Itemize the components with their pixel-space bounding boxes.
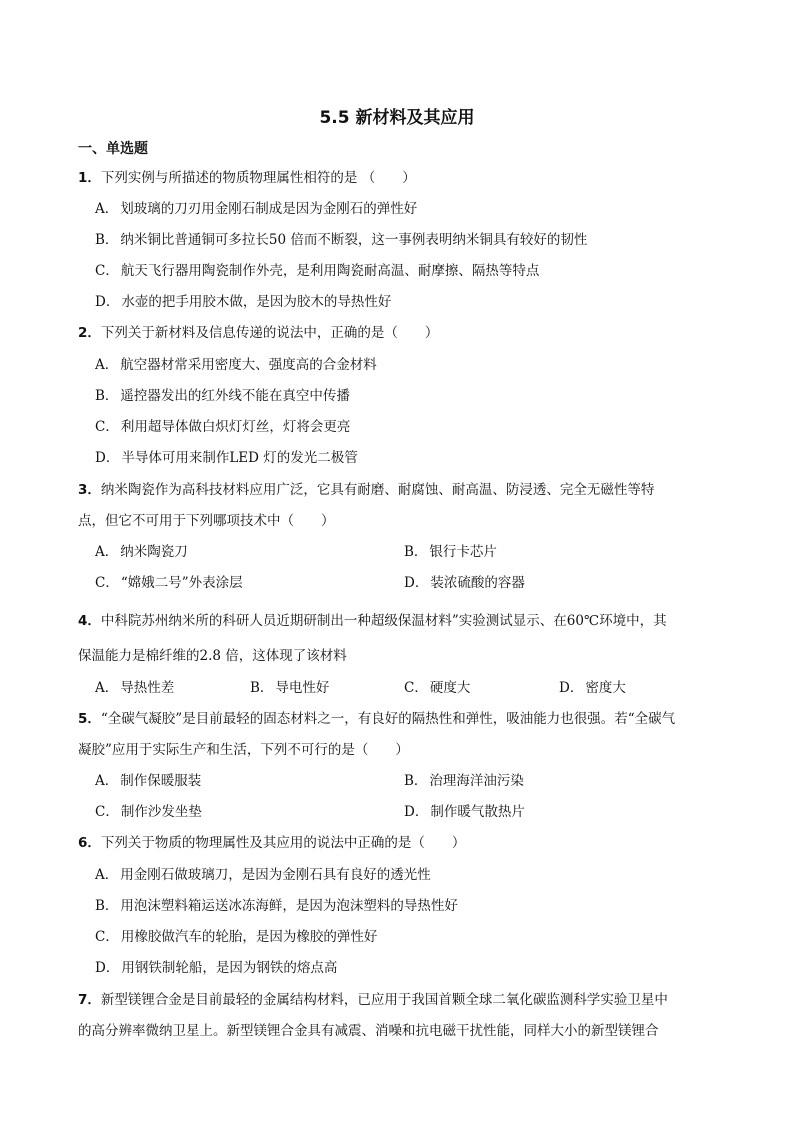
question-1-stem xyxy=(78,166,416,186)
option-label: C． xyxy=(95,263,119,279)
option-label: A． xyxy=(95,773,119,789)
question-text: 下列关于新材料及信息传递的说法中，正确的是（ ） xyxy=(100,325,439,341)
q2-option-c[interactable] xyxy=(95,415,350,435)
option-text: 遥控器发出的红外线不能在真空中传播 xyxy=(120,388,350,404)
q4-option-a[interactable] xyxy=(95,676,174,696)
q3-option-c[interactable] xyxy=(95,571,243,591)
question-number: 3． xyxy=(78,482,101,498)
option-text: “嫦娥二号”外表涂层 xyxy=(120,575,243,591)
option-text: 纳米铜比普通铜可多拉长50 倍而不断裂，这一事例表明纳米铜具有较好的韧性 xyxy=(120,232,588,248)
option-label: A． xyxy=(95,680,119,696)
q1-option-a[interactable] xyxy=(95,197,417,217)
option-label: A． xyxy=(95,201,119,217)
option-label: C． xyxy=(404,680,428,696)
q6-option-b[interactable] xyxy=(95,894,458,914)
question-number: 7． xyxy=(78,992,101,1008)
section-heading: 一、单选题 xyxy=(78,141,148,157)
q4-option-c[interactable] xyxy=(404,676,470,696)
q2-option-b[interactable] xyxy=(95,384,350,404)
question-6-stem xyxy=(78,831,465,851)
question-5-stem xyxy=(78,707,675,727)
q6-option-a[interactable] xyxy=(95,863,431,883)
q4-option-d[interactable] xyxy=(559,676,626,696)
q4-option-b[interactable] xyxy=(250,676,329,696)
option-text: 水壶的把手用胶木做，是因为胶木的导热性好 xyxy=(121,294,392,310)
option-text: 装浓硫酸的容器 xyxy=(430,575,525,591)
question-number: 2． xyxy=(78,325,101,341)
option-text: 治理海洋油污染 xyxy=(429,773,524,789)
q2-option-a[interactable] xyxy=(95,353,377,373)
q3-option-a[interactable] xyxy=(95,540,188,560)
option-label: B． xyxy=(95,232,119,248)
option-text: 半导体可用来制作LED 灯的发光二极管 xyxy=(121,450,358,466)
option-label: B． xyxy=(404,773,428,789)
q3-option-d[interactable] xyxy=(404,571,525,591)
option-text: 用钢铁制轮船，是因为钢铁的熔点高 xyxy=(121,960,338,976)
question-text: 新型镁锂合金是目前最轻的金属结构材料，已应用于我国首颗全球二氧化碳监测科学实验卫星中 xyxy=(100,992,668,1008)
question-number: 4． xyxy=(78,613,101,629)
page-title: 5.5 新材料及其应用 xyxy=(319,108,475,128)
option-text: 航天飞行器用陶瓷制作外壳，是利用陶瓷耐高温、耐摩擦、隔热等特点 xyxy=(120,263,540,279)
q5-option-b[interactable] xyxy=(404,769,524,789)
q6-option-c[interactable] xyxy=(95,925,377,945)
question-3-stem xyxy=(78,478,654,498)
question-text: 下列实例与所描述的物质物理属性相符的是 （ ） xyxy=(100,170,416,186)
question-number: 5． xyxy=(78,711,101,727)
q2-option-d[interactable] xyxy=(95,446,358,466)
option-label: D． xyxy=(559,680,584,696)
q5-option-c[interactable] xyxy=(95,800,202,820)
option-text: 航空器材常采用密度大、强度高的合金材料 xyxy=(120,357,377,373)
option-text: 银行卡芯片 xyxy=(429,544,497,560)
question-5-stem-cont: 凝胶”应用于实际生产和生活，下列不可行的是（ ） xyxy=(78,742,409,758)
option-label: D． xyxy=(404,804,429,820)
option-label: D． xyxy=(404,575,429,591)
q1-option-c[interactable] xyxy=(95,259,539,279)
option-text: 制作保暖服装 xyxy=(120,773,202,789)
option-label: A． xyxy=(95,544,119,560)
question-7-stem xyxy=(78,988,668,1008)
option-label: A． xyxy=(95,867,119,883)
option-label: C． xyxy=(95,929,119,945)
question-number: 6． xyxy=(78,835,101,851)
question-7-stem-cont: 的高分辨率微纳卫星上。新型镁锂合金具有减震、消噪和抗电磁干扰性能，同样大小的新型镁锂合 xyxy=(78,1023,659,1039)
option-label: B． xyxy=(95,898,119,914)
option-label: A． xyxy=(95,357,119,373)
option-text: 利用超导体做白炽灯灯丝，灯将会更亮 xyxy=(120,419,351,435)
option-text: 用橡胶做汽车的轮胎，是因为橡胶的弹性好 xyxy=(120,929,378,945)
option-label: D． xyxy=(95,450,120,466)
option-text: 硬度大 xyxy=(429,680,471,696)
q1-option-b[interactable] xyxy=(95,228,587,248)
question-number: 1． xyxy=(78,170,101,186)
option-text: 划玻璃的刀刃用金刚石制成是因为金刚石的弹性好 xyxy=(120,201,418,217)
option-text: 制作暖气散热片 xyxy=(430,804,525,820)
option-text: 导电性好 xyxy=(275,680,330,696)
question-text: “全碳气凝胶”是目前最轻的固态材料之一，有良好的隔热性和弹性，吸油能力也很强。若“全碳气 xyxy=(100,711,676,727)
option-label: B． xyxy=(250,680,274,696)
option-text: 用金刚石做玻璃刀，是因为金刚石具有良好的透光性 xyxy=(120,867,431,883)
question-3-stem-cont: 点，但它不可用于下列哪项技术中（ ） xyxy=(78,513,335,529)
question-text: 下列关于物质的物理属性及其应用的说法中正确的是（ ） xyxy=(100,835,466,851)
option-text: 导热性差 xyxy=(120,680,175,696)
option-label: C． xyxy=(95,575,119,591)
option-label: B． xyxy=(404,544,428,560)
option-label: D． xyxy=(95,294,120,310)
option-text: 制作沙发坐垫 xyxy=(120,804,202,820)
q6-option-d[interactable] xyxy=(95,956,337,976)
q3-option-b[interactable] xyxy=(404,540,497,560)
question-text: 纳米陶瓷作为高科技材料应用广泛，它具有耐磨、耐腐蚀、耐高温、防浸透、完全无磁性等特 xyxy=(100,482,655,498)
option-text: 用泡沫塑料箱运送冰冻海鲜，是因为泡沫塑料的导热性好 xyxy=(120,898,458,914)
question-text: 中科院苏州纳米所的科研人员近期研制出一种超级保温材料”实验测试显示、在60℃环境中，其 xyxy=(100,613,667,629)
q1-option-d[interactable] xyxy=(95,290,391,310)
option-label: B． xyxy=(95,388,119,404)
option-label: C． xyxy=(95,419,119,435)
option-text: 纳米陶瓷刀 xyxy=(120,544,188,560)
option-label: C． xyxy=(95,804,119,820)
option-text: 密度大 xyxy=(585,680,626,696)
q5-option-d[interactable] xyxy=(404,800,525,820)
q5-option-a[interactable] xyxy=(95,769,201,789)
question-4-stem-cont: 保温能力是棉纤维的2.8 倍，这体现了该材料 xyxy=(78,648,347,664)
question-2-stem xyxy=(78,321,438,341)
option-label: D． xyxy=(95,960,120,976)
question-4-stem xyxy=(78,609,667,629)
